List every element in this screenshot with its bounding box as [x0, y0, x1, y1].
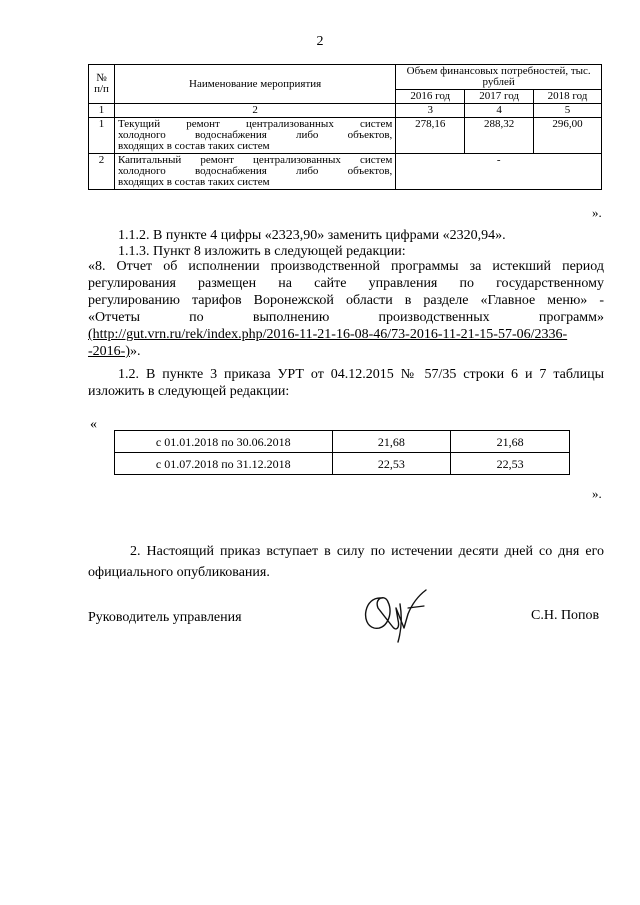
- row-name: [114, 118, 395, 154]
- header-year: 2016 год: [396, 90, 465, 104]
- paragraph-8: [88, 258, 604, 360]
- paragraph-line: «8. Отчет об исполнении производственной программы за истекший период: [88, 259, 604, 274]
- table-cell: 3: [396, 104, 465, 118]
- table-cell: 4: [465, 104, 534, 118]
- paragraph-2: [88, 541, 604, 583]
- tariff-cell: 21,68: [451, 431, 570, 453]
- paragraph-line: официального опубликования.: [88, 565, 270, 580]
- paragraph-line: изложить в следующей редакции:: [88, 384, 290, 399]
- header-num: № п/п: [89, 65, 115, 104]
- closing-quote: ».: [592, 486, 602, 501]
- table-row: [89, 154, 602, 190]
- value-2017: 288,32: [465, 118, 534, 154]
- row-name: [114, 154, 395, 190]
- handwritten-signature: [352, 584, 442, 646]
- tariff-cell: 22,53: [332, 453, 451, 475]
- table-index-row: [89, 104, 602, 118]
- paragraph-line: 1.2. В пункте 3 приказа УРТ от 04.12.2015 № 57/35 строки 6 и 7 таблицы: [118, 367, 604, 382]
- header-year: 2018 год: [534, 90, 602, 104]
- table-row: [89, 118, 602, 154]
- table-row: [115, 453, 570, 475]
- table-cell: 2: [114, 104, 395, 118]
- value-2018: 296,00: [534, 118, 602, 154]
- table-row: [115, 431, 570, 453]
- tariff-cell: 22,53: [451, 453, 570, 475]
- paragraph-line: регулированию тарифов Воронежской области в разделе «Главное меню» -: [88, 293, 604, 308]
- paragraph-1-1-2: 1.1.2. В пункте 4 цифры «2323,90» заменить цифрами «2320,94».: [118, 228, 506, 243]
- row-num: 2: [89, 154, 115, 190]
- header-volume: Объем финансовых потребностей, тыс. рублей: [396, 65, 602, 90]
- row-name-line: холодного водоснабжения либо объектов,: [117, 129, 393, 141]
- opening-quote: «: [90, 417, 97, 432]
- closing-quote: ».: [592, 205, 602, 220]
- paragraph-1-2: [88, 366, 604, 400]
- row-num: 1: [89, 118, 115, 154]
- table-cell: 5: [534, 104, 602, 118]
- row-name-line: холодного водоснабжения либо объектов,: [117, 165, 393, 177]
- paragraph-line: «Отчеты по выполнению производственных программ»: [88, 310, 604, 325]
- page-number: 2: [316, 34, 324, 49]
- paragraph-line: 2. Настоящий приказ вступает в силу по истечении десяти дней со дня его: [130, 544, 604, 559]
- merged-value: -: [396, 154, 602, 190]
- paragraph-line: [88, 344, 141, 359]
- table-cell: 1: [89, 104, 115, 118]
- header-name: Наименование мероприятия: [114, 65, 395, 104]
- signatory-title: Руководитель управления: [88, 610, 242, 625]
- period-cell: с 01.07.2018 по 31.12.2018: [115, 453, 333, 475]
- reports-link-end[interactable]: -2016-): [88, 344, 130, 359]
- signatory-name: С.Н. Попов: [531, 608, 600, 623]
- header-year: 2017 год: [465, 90, 534, 104]
- row-name-line: входящих в состав таких систем: [117, 140, 270, 152]
- row-name-line: Текущий ремонт централизованных систем: [117, 118, 393, 130]
- tariff-cell: 21,68: [332, 431, 451, 453]
- reports-link[interactable]: (http://gut.vrn.ru/rek/index.php/2016-11-21-16-08-46/73-2016-11-21-15-57-06/2336-: [88, 327, 568, 342]
- row-name-line: входящих в состав таких систем: [117, 176, 270, 188]
- paragraph-1-1-3: 1.1.3. Пункт 8 изложить в следующей редакции:: [118, 244, 406, 259]
- period-cell: с 01.01.2018 по 30.06.2018: [115, 431, 333, 453]
- row-name-line: Капитальный ремонт централизованных систем: [117, 154, 393, 166]
- paragraph-line-tail: ».: [130, 344, 141, 359]
- financial-needs-table: [88, 64, 602, 190]
- tariff-table: [114, 430, 570, 475]
- paragraph-line: регулирования размещен на сайте управления по государственному: [88, 276, 604, 291]
- value-2016: 278,16: [396, 118, 465, 154]
